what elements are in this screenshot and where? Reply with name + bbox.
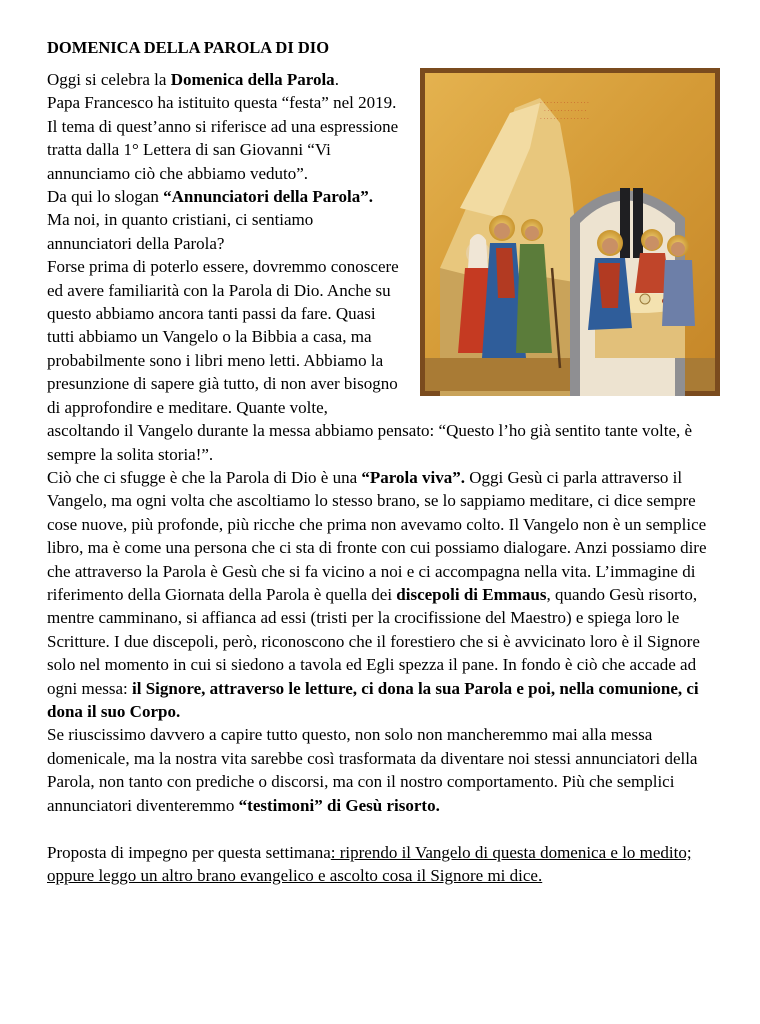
icon-inscription — [540, 100, 589, 122]
bold-text: Domenica della Parola — [170, 70, 335, 89]
text-run: Il tema di quest’anno si riferisce ad una espressione tratta dalla 1° Lettera di san Giovanni “Vi annunciamo ciò che abbiamo veduto”. — [47, 116, 399, 183]
text-run: Se riuscissimo davvero a capire tutto questo, non solo non mancheremmo mai alla messa domenicale, ma la nostra vita sarebbe così trasformata da diventare noi stessi annunciatori della Parola, non tanto con prediche o discorsi, ma con il nostro comportamento. Più che semplici annunciatori diventeremmo — [47, 725, 698, 815]
text-run: Da qui lo slogan — [47, 187, 164, 207]
text-run: Papa Francesco ha istituito questa “festa” nel 2019. — [47, 93, 397, 113]
text-run: Oggi Gesù ci parla attraverso il Vangelo, ma ogni volta che ascoltiamo lo stesso brano, se lo sappiamo meditare, ci dice sempre cose nuove, più profonde, più ricche che prima non avevamo colto. Il Vangelo non è un semplice libro, ma è come una persona che ci sta di fronte con cui possiamo dialogare. Anzi possiamo dire che attraverso la Parola è Gesù che si fa vicino a noi e ci accompagna nella vita. L’immagine di riferimento della Giornata della Parola è quella dei — [47, 467, 707, 604]
article-body — [47, 68, 707, 888]
svg-text:· · · · · · · · · · · · · · ·: · · · · · · · · · · · · · · · — [540, 116, 589, 122]
paragraph — [47, 466, 707, 723]
text-run: Oggi si celebra la — [47, 70, 171, 89]
text-run: . — [334, 70, 339, 89]
text-run: Ciò che ci sfugge è che la Parola di Dio è una — [47, 467, 362, 487]
bold-text: “Annunciatori della Parola”. — [163, 187, 373, 207]
commitment-proposal — [47, 841, 707, 888]
page-title: DOMENICA DELLA PAROLA DI DIO — [47, 38, 330, 57]
proposal-lead: Proposta di impegno per questa settimana — [47, 843, 331, 862]
text-run: , quando Gesù risorto, mentre camminano, si affianca ad essi (tristi per la crocifissione del Maestro) e spiega loro le Scritture. I due discepoli, però, riconoscono che il forestiero che si è avvicinato loro è il Signore solo nel momento in cui si siedono a tavola ed Egli spezza il pane. In fondo è ciò che accade ad ogni messa: — [47, 584, 700, 698]
bold-text: discepoli di Emmaus — [396, 584, 547, 604]
emmaus-icon-image — [420, 68, 720, 396]
text-run: Ma noi, in quanto cristiani, ci sentiamo annunciatori della Parola? — [47, 210, 314, 253]
document-page — [47, 34, 707, 888]
bold-text: “testimoni” di Gesù risorto. — [238, 795, 440, 815]
proposal-text: : riprendo il Vangelo di questa domenica e lo medito; oppure leggo un altro brano evangelico e ascolto cosa il Signore mi dice. — [47, 843, 692, 886]
text-run: Forse prima di poterlo essere, dovremmo conoscere ed avere familiarità con la Parola di Dio. Anche su questo abbiamo ancora tanti passi da fare. Quasi tutti abbiamo un Vangelo o la Bibbia a casa, ma probabilmente sono i libri meno letti. Abbiamo la presunzione di sapere già tutto, di non aver bisogno di approfondire e meditare. Quante volte, ascoltando il Vangelo durante la messa abbiamo pensato: “Questo l’ho già sentito tante volte, è sempre la solita storia!”. — [47, 257, 693, 464]
paragraph — [47, 723, 707, 817]
svg-text:· · · · · · · · · · · · · · ·: · · · · · · · · · · · · · · · — [540, 100, 589, 106]
bold-text: il Signore, attraverso le letture, ci dona la sua Parola e poi, nella comunione, ci dona il suo Corpo. — [47, 678, 699, 721]
bold-text: “Parola viva”. — [361, 467, 465, 487]
svg-text:· · · · · · · · · · · · ·: · · · · · · · · · · · · · — [544, 108, 587, 114]
